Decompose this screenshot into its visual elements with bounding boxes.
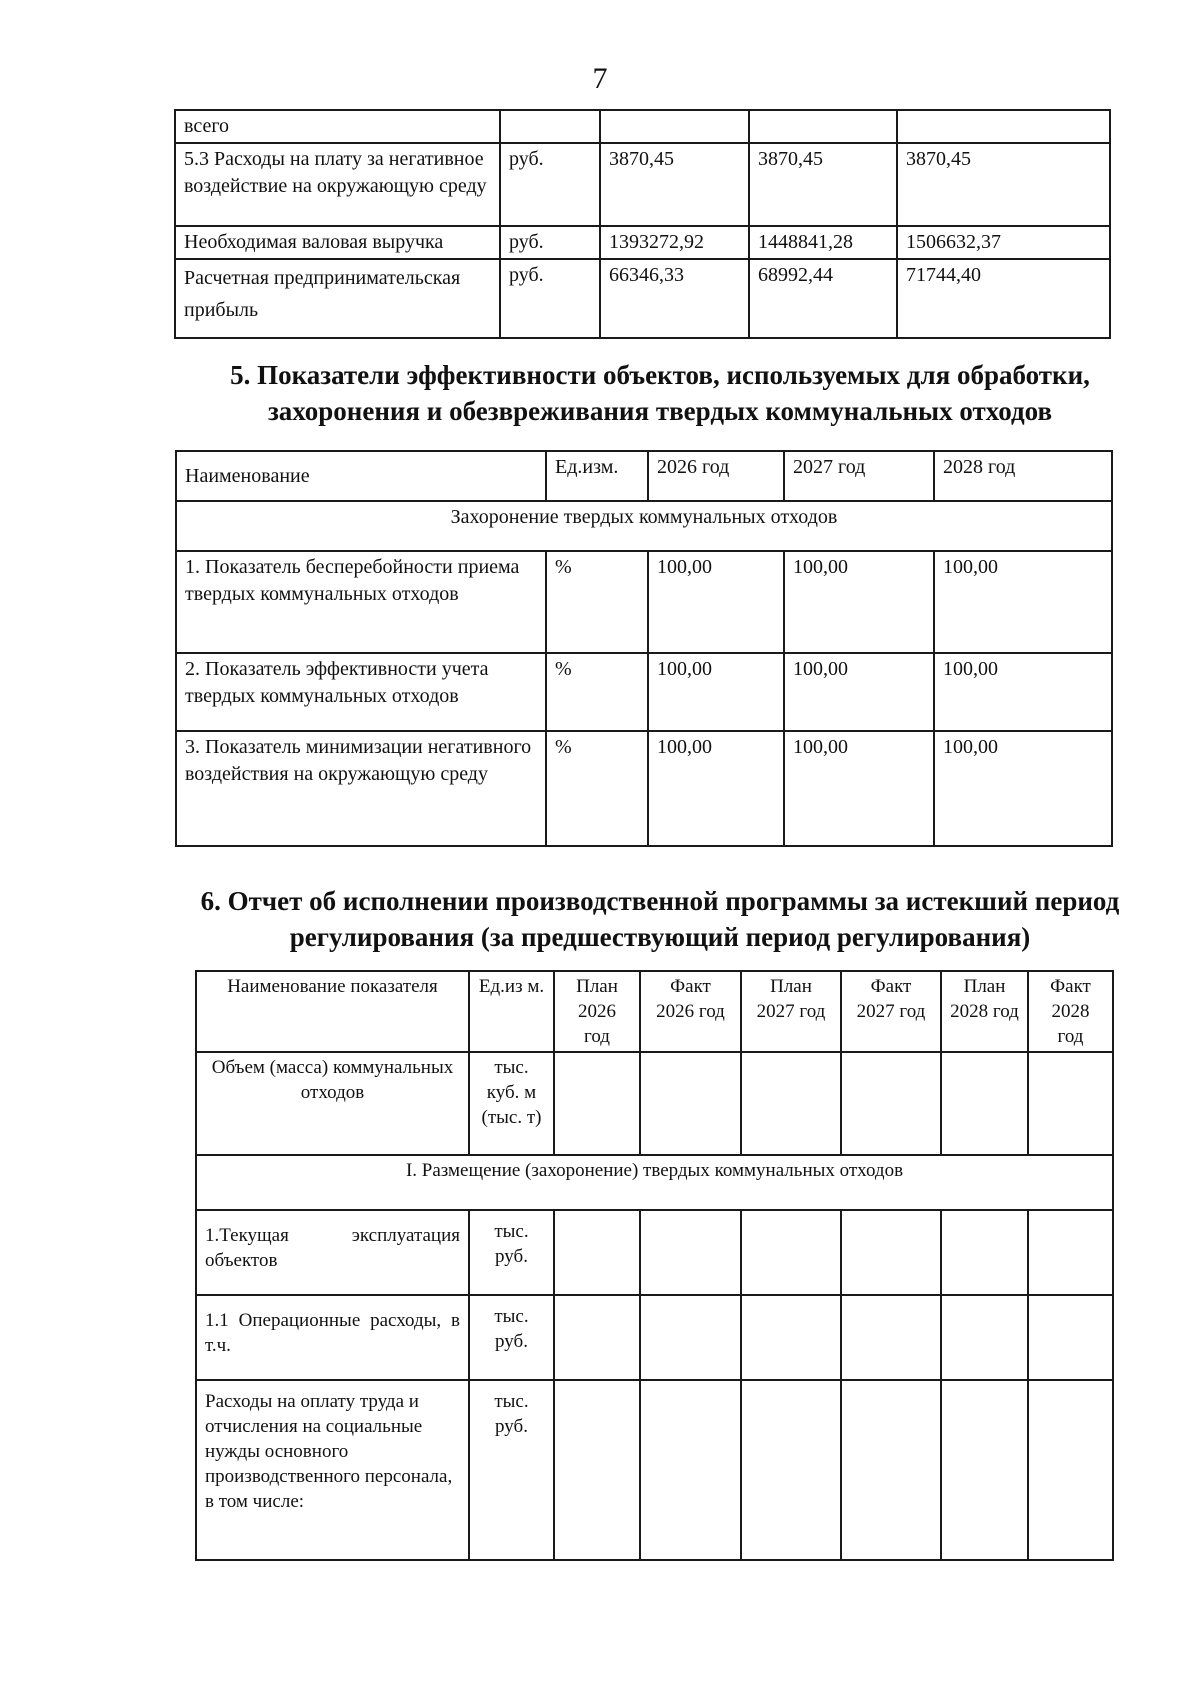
cell-2026: 100,00 <box>648 551 784 653</box>
cell-fact-2028 <box>1028 1052 1113 1155</box>
cell-plan-2027 <box>741 1052 841 1155</box>
cell-2027: 1448841,28 <box>749 226 897 259</box>
cell-fact-2026 <box>640 1380 741 1560</box>
cell-unit <box>500 110 600 143</box>
cell-unit: % <box>546 731 648 846</box>
table-row <box>175 259 1110 338</box>
header-plan-2027: План 2027 год <box>741 971 841 1052</box>
table-row <box>196 1380 1113 1560</box>
cell-unit: руб. <box>500 143 600 226</box>
header-plan-2026: План 2026 год <box>554 971 640 1052</box>
cell-name: 1.1 Операционные расходы, в т.ч. <box>196 1295 469 1380</box>
cell-unit: тыс. руб. <box>469 1380 554 1560</box>
cell-plan-2026 <box>554 1210 640 1295</box>
cell-unit: % <box>546 653 648 731</box>
cell-2026: 66346,33 <box>600 259 749 338</box>
cell-name: 1. Показатель бесперебойности приема твердых коммунальных отходов <box>176 551 546 653</box>
cell-fact-2027 <box>841 1295 941 1380</box>
table-row <box>176 551 1112 653</box>
page-number: 7 <box>592 62 608 95</box>
cell-2028: 100,00 <box>934 731 1112 846</box>
cell-fact-2027 <box>841 1052 941 1155</box>
cell-2028: 100,00 <box>934 551 1112 653</box>
cell-plan-2028 <box>941 1380 1028 1560</box>
cell-2027 <box>749 110 897 143</box>
table-header-row <box>196 971 1113 1052</box>
cell-2026: 100,00 <box>648 731 784 846</box>
production-report-table <box>195 970 1114 1561</box>
cell-unit: % <box>546 551 648 653</box>
table-row <box>196 1210 1113 1295</box>
header-fact-2027: Факт 2027 год <box>841 971 941 1052</box>
cell-unit: руб. <box>500 259 600 338</box>
header-plan-2028: План 2028 год <box>941 971 1028 1052</box>
cell-name: всего <box>175 110 500 143</box>
cell-name: 1.Текущая эксплуатация объектов <box>196 1210 469 1295</box>
cell-2026: 1393272,92 <box>600 226 749 259</box>
efficiency-table <box>175 450 1113 847</box>
cell-name: Объем (масса) коммунальных отходов <box>196 1052 469 1155</box>
header-2027: 2027 год <box>784 451 934 501</box>
cell-plan-2027 <box>741 1380 841 1560</box>
cell-plan-2027 <box>741 1210 841 1295</box>
cell-fact-2026 <box>640 1295 741 1380</box>
section-5-title <box>60 357 1200 429</box>
section-5-title-line2: захоронения и обезвреживания твердых коммунальных отходов <box>267 396 1053 426</box>
cell-unit: тыс. куб. м (тыс. т) <box>469 1052 554 1155</box>
table-row <box>196 1052 1113 1155</box>
header-name: Наименование <box>176 451 546 501</box>
table-header-row <box>176 451 1112 501</box>
header-name: Наименование показателя <box>196 971 469 1052</box>
cell-2027: 100,00 <box>784 551 934 653</box>
cell-plan-2028 <box>941 1052 1028 1155</box>
cell-plan-2026 <box>554 1052 640 1155</box>
cell-fact-2028 <box>1028 1380 1113 1560</box>
table-row <box>196 1295 1113 1380</box>
header-fact-2028: Факт 2028 год <box>1028 971 1113 1052</box>
cell-name: 5.3 Расходы на плату за негативное воздействие на окружающую среду <box>175 143 500 226</box>
cell-unit: тыс. руб. <box>469 1295 554 1380</box>
costs-table <box>174 109 1111 339</box>
section-6-title-line2: регулирования (за предшествующий период регулирования) <box>289 922 1031 952</box>
header-unit: Ед.изм. <box>546 451 648 501</box>
cell-2027: 3870,45 <box>749 143 897 226</box>
cell-fact-2027 <box>841 1210 941 1295</box>
group-title: I. Размещение (захоронение) твердых коммунальных отходов <box>196 1155 1113 1210</box>
cell-name: 3. Показатель минимизации негативного воздействия на окружающую среду <box>176 731 546 846</box>
cell-name: 2. Показатель эффективности учета твердых коммунальных отходов <box>176 653 546 731</box>
cell-2028: 100,00 <box>934 653 1112 731</box>
cell-unit: тыс. руб. <box>469 1210 554 1295</box>
cell-plan-2028 <box>941 1295 1028 1380</box>
table-row <box>175 226 1110 259</box>
cell-2028: 1506632,37 <box>897 226 1110 259</box>
cell-plan-2026 <box>554 1380 640 1560</box>
header-fact-2026: Факт 2026 год <box>640 971 741 1052</box>
cell-name: Расчетная предпринимательская прибыль <box>175 259 500 338</box>
cell-2028 <box>897 110 1110 143</box>
table-row <box>176 653 1112 731</box>
header-unit: Ед.из м. <box>469 971 554 1052</box>
cell-2027: 100,00 <box>784 653 934 731</box>
group-title: Захоронение твердых коммунальных отходов <box>176 501 1112 551</box>
section-5-title-line1: 5. Показатели эффективности объектов, используемых для обработки, <box>230 360 1090 390</box>
group-row <box>176 501 1112 551</box>
cell-fact-2027 <box>841 1380 941 1560</box>
section-6-title <box>60 883 1200 955</box>
cell-2027: 68992,44 <box>749 259 897 338</box>
table-row <box>175 110 1110 143</box>
header-2028: 2028 год <box>934 451 1112 501</box>
cell-fact-2028 <box>1028 1295 1113 1380</box>
header-2026: 2026 год <box>648 451 784 501</box>
group-row <box>196 1155 1113 1210</box>
cell-name: Необходимая валовая выручка <box>175 226 500 259</box>
table-row <box>176 731 1112 846</box>
cell-2028: 3870,45 <box>897 143 1110 226</box>
cell-plan-2026 <box>554 1295 640 1380</box>
cell-fact-2026 <box>640 1210 741 1295</box>
cell-plan-2027 <box>741 1295 841 1380</box>
cell-2026 <box>600 110 749 143</box>
cell-fact-2028 <box>1028 1210 1113 1295</box>
section-6-title-line1: 6. Отчет об исполнении производственной программы за истекший период <box>200 886 1120 916</box>
cell-2026: 100,00 <box>648 653 784 731</box>
cell-2026: 3870,45 <box>600 143 749 226</box>
cell-unit: руб. <box>500 226 600 259</box>
table-row <box>175 143 1110 226</box>
cell-name: Расходы на оплату труда и отчисления на социальные нужды основного производственного персонала, в том числе: <box>196 1380 469 1560</box>
cell-2028: 71744,40 <box>897 259 1110 338</box>
cell-plan-2028 <box>941 1210 1028 1295</box>
cell-2027: 100,00 <box>784 731 934 846</box>
cell-fact-2026 <box>640 1052 741 1155</box>
